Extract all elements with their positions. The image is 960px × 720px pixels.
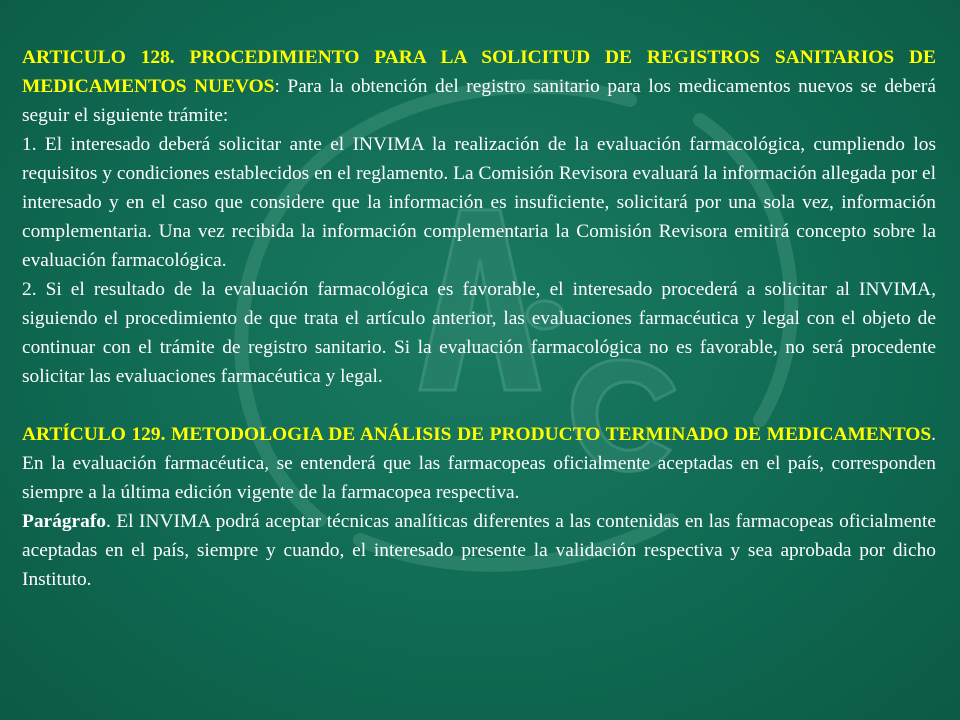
article-129-text: . En la evaluación farmacéutica, se entenderá que las farmacopeas oficialmente aceptadas en el país, corresponden siempre a la última edición vigente de la farmacopea respectiva.	[22, 424, 936, 503]
article-129-paragrafo	[22, 507, 936, 594]
article-129-intro	[22, 420, 936, 507]
paragrafo-text: . El INVIMA podrá aceptar técnicas analíticas diferentes a las contenidas en las farmacopeas oficialmente aceptadas en el país, siempre y cuando, el interesado presente la validación respectiva y sea aprobada por dicho Instituto.	[22, 511, 936, 590]
article-128-intro-text: : Para la obtención del registro sanitario para los medicamentos nuevos se deberá seguir el siguiente trámite:	[22, 76, 936, 126]
article-129-heading: ARTÍCULO 129. METODOLOGIA DE ANÁLISIS DE PRODUCTO TERMINADO DE MEDICAMENTOS	[22, 424, 932, 445]
document-body	[22, 43, 936, 594]
article-128-heading: ARTICULO 128. PROCEDIMIENTO PARA LA SOLICITUD DE REGISTROS SANITARIOS DE MEDICAMENTOS NUEVOS	[22, 47, 936, 97]
article-128-intro	[22, 43, 936, 130]
article-128-item-1: 1. El interesado deberá solicitar ante el INVIMA la realización de la evaluación farmacológica, cumpliendo los requisitos y condiciones establecidos en el reglamento. La Comisión Revisora evaluará la información allegada por el interesado y en el caso que considere que la información es insuficiente, solicitará por una sola vez, información complementaria. Una vez recibida la información complementaria la Comisión Revisora emitirá concepto sobre la evaluación farmacológica.	[22, 134, 936, 271]
paragraph-spacer	[22, 391, 936, 420]
article-128-item-2: 2. Si el resultado de la evaluación farmacológica es favorable, el interesado procederá a solicitar al INVIMA, siguiendo el procedimiento de que trata el artículo anterior, las evaluaciones farmacéutica y legal con el objeto de continuar con el trámite de registro sanitario. Si la evaluación farmacológica no es favorable, no será procedente solicitar las evaluaciones farmacéutica y legal.	[22, 279, 936, 387]
paragrafo-label: Parágrafo	[22, 511, 106, 532]
